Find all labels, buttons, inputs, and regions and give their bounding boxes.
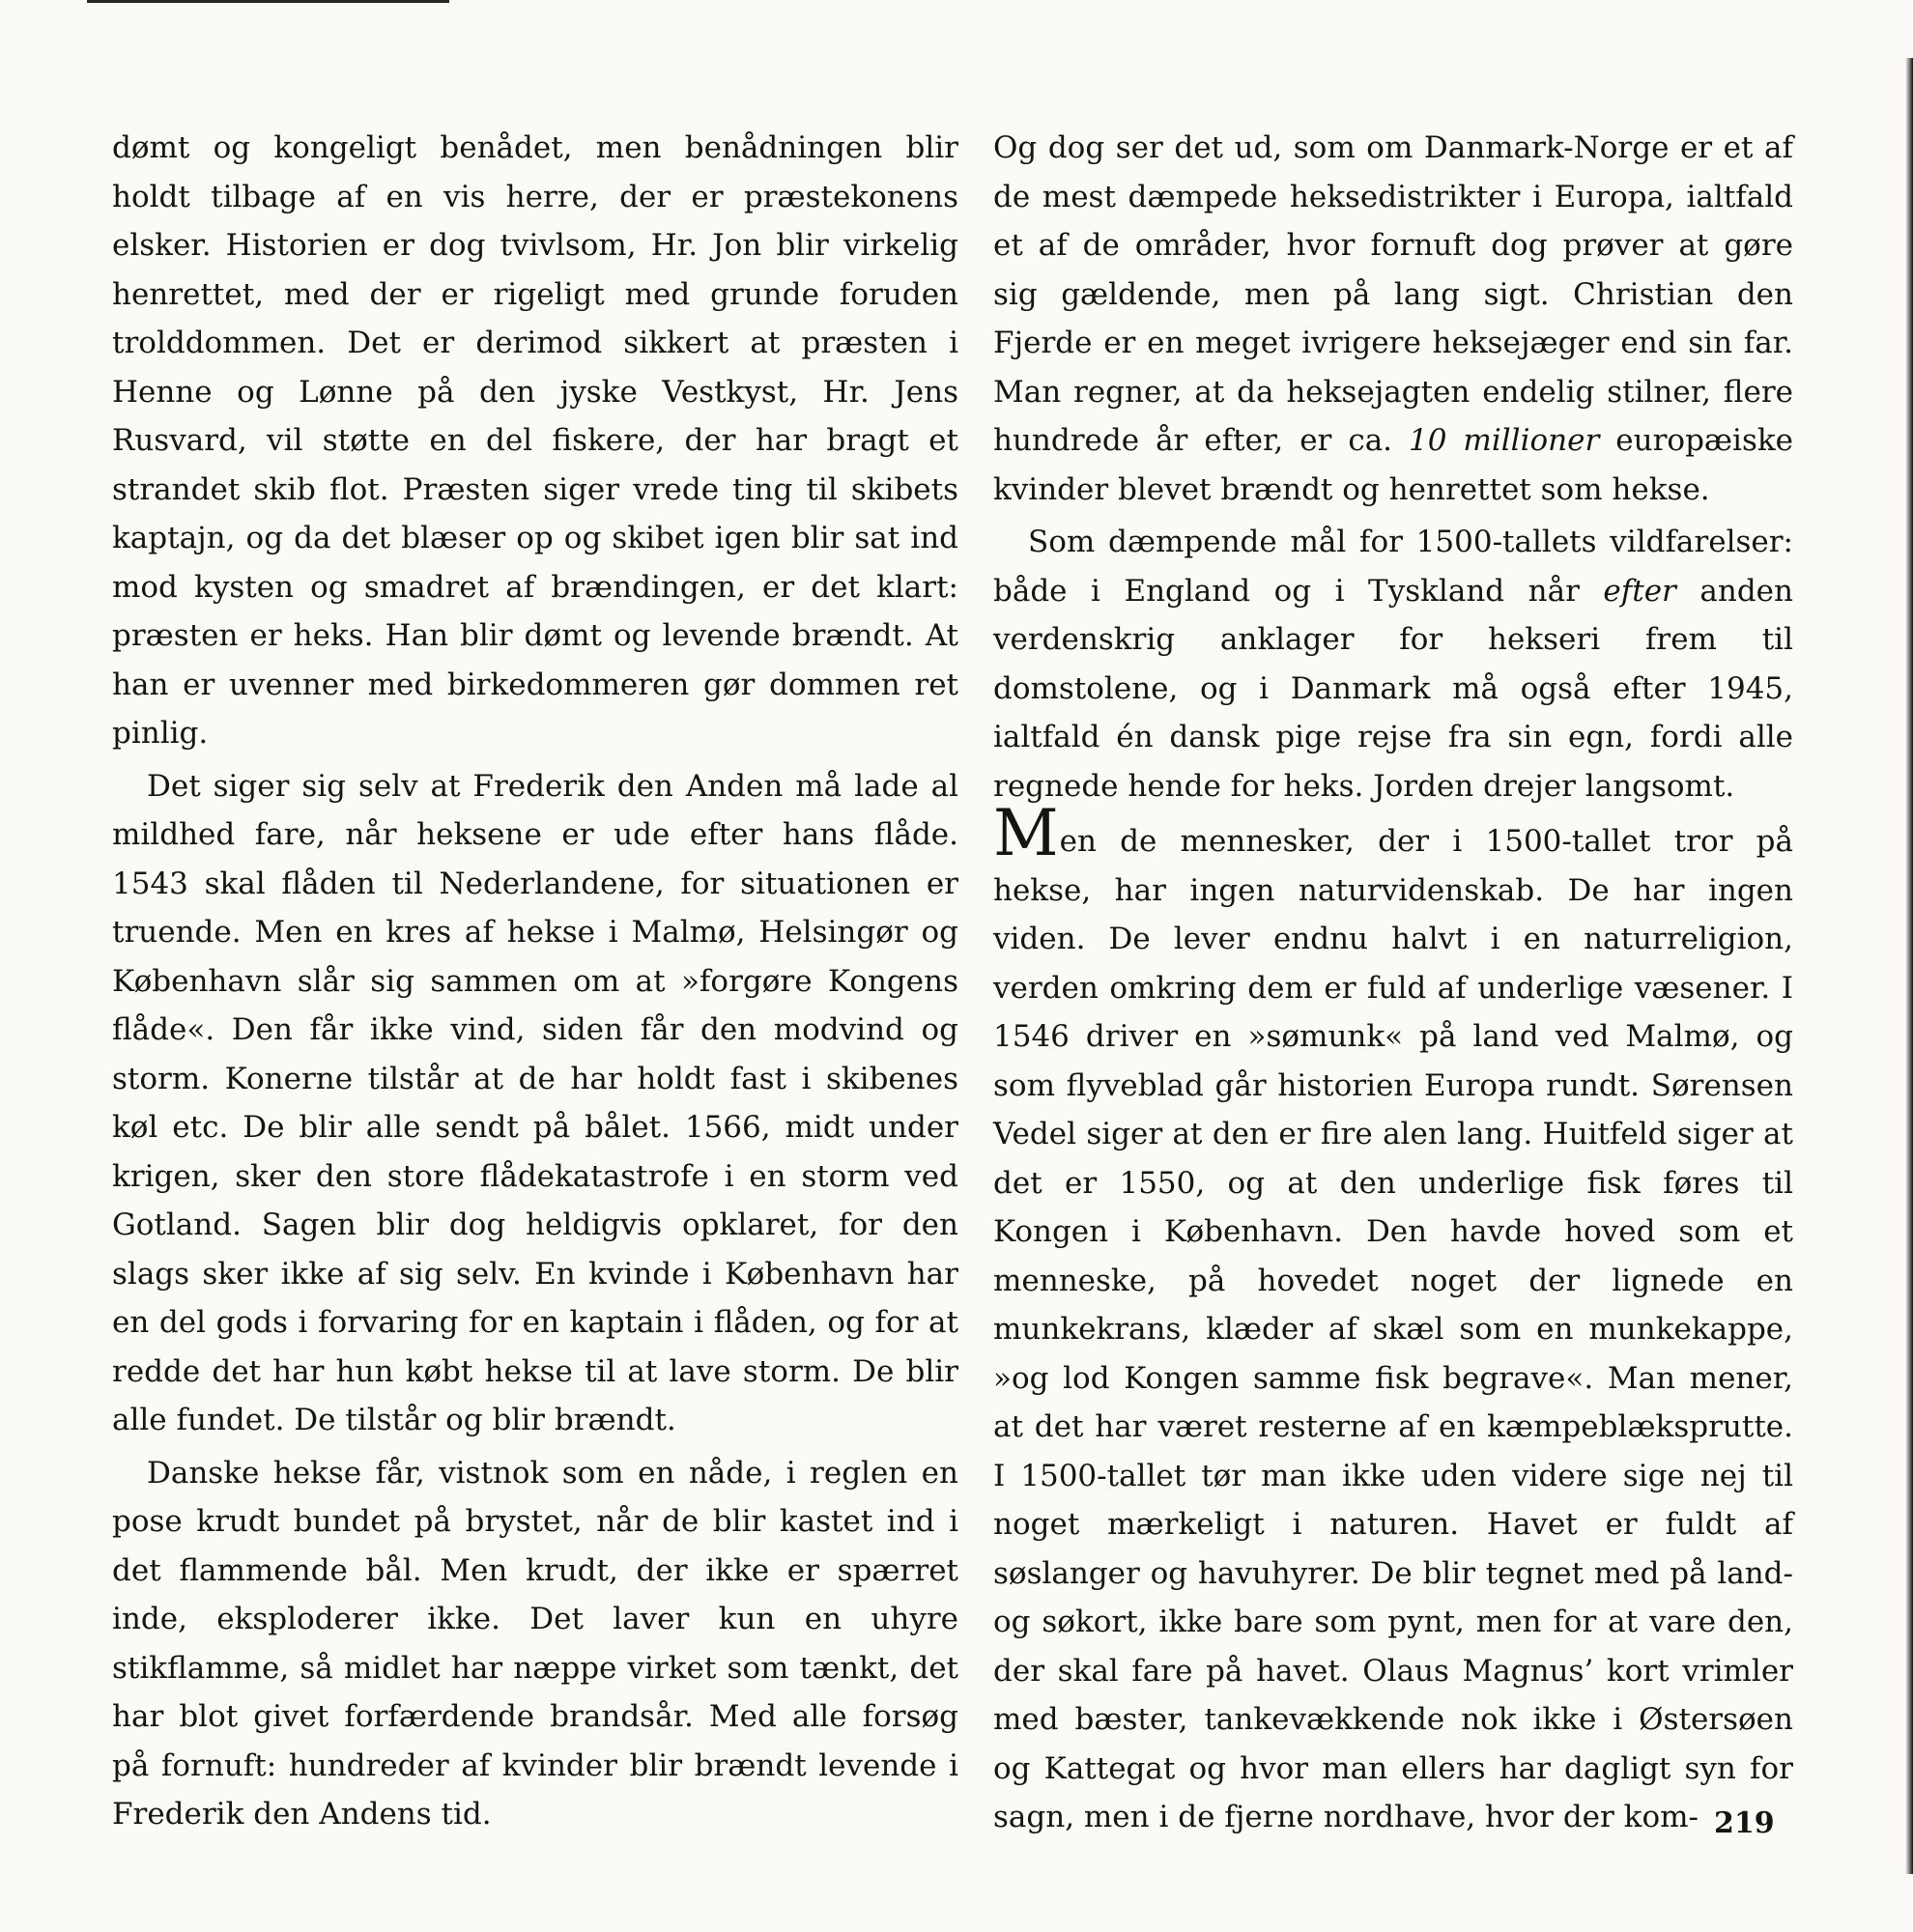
paragraph-text: Og dog ser det ud, som om Danmark-Norge er et af de mest dæmpede heksedistrikter i Europa, ialtfald et af de områder, hvor fornuft dog prøver at gøre sig gældende, men på lang sigt. Christian den Fjerde er en meget ivrigere heksejæger end sin far. Man regner, at da heksejagten endelig stilner, flere hundrede år efter, er ca. [993, 130, 1793, 458]
paragraph [993, 518, 1793, 810]
page-edge-shadow [1905, 58, 1913, 1874]
section-paragraph [993, 796, 1793, 1842]
paragraph-text: en de mennesker, der i 1500-tallet tror på hekse, har ingen naturvidenskab. De har ingen viden. De lever endnu halvt i en naturreligion, verden omkring dem er fuld af underlige væsener. I 1546 driver en »sømunk« på land ved Malmø, og som flyveblad går historien Europa rundt. Sørensen Vedel siger at den er fire alen lang. Huitfeld siger at det er 1550, og at den underlige fisk føres til Kongen i København. Den havde hoved som et menneske, på hovedet noget der lignede en munkekrans, klæder af skæl som en munkekappe, »og lod Kongen samme fisk begrave«. Man mener, at det har været resterne af en kæmpeblæksprutte. I 1500-tallet tør man ikke uden videre sige nej til noget mærkeligt i naturen. Havet er fuldt af søslanger og havuhyrer. De blir tegnet med på land- og søkort, ikke bare som pynt, men for at vare den, der skal fare på havet. Olaus Magnus’ kort vrimler med bæster, tankevækkende nok ikke i Østersøen og Kattegat og hvor man ellers har dagligt syn for sagn, men i de fjerne nordhave, hvor der kom- [993, 824, 1793, 1834]
paragraph: Danske hekse får, vistnok som en nåde, i reglen en pose krudt bundet på brystet, når de blir kastet ind i det flammende bål. Men krudt, der ikke er spærret inde, eksploderer ikke. Det laver kun en uhyre stikflamme, så midlet har næppe virket som tænkt, det har blot givet forfærdende brandsår. Med alle forsøg på fornuft: hundreder af kvinder blir brændt levende i Frederik den Andens tid. [112, 1455, 958, 1832]
paragraph: Det siger sig selv at Frederik den Anden må lade al mildhed fare, når heksene er ude efter hans flåde. 1543 skal flåden til Nederlandene, for situationen er truende. Men en kres af hekse i Malmø, Helsingør og København slår sig sammen om at »forgøre Kongens flåde«. Den får ikke vind, siden får den modvind og storm. Konerne tilstår at de har holdt fast i skibenes køl etc. De blir alle sendt på bålet. 1566, midt under krigen, sker den store flådekatastrofe i en storm ved Gotland. Sagen blir dog heldigvis opklaret, for den slags sker ikke af sig selv. En kvinde i København har en del gods i forvaring for en kaptain i flåden, og for at redde det har hun købt hekse til at lave storm. De blir alle fundet. De tilstår og blir brændt. [112, 768, 958, 1437]
top-rule [87, 0, 449, 3]
paragraph-text: Som dæmpende mål for 1500-tallets vildfarelser: både i England og i Tyskland når [993, 525, 1793, 609]
emphasis: efter [1603, 573, 1676, 609]
page-number: 219 [1714, 1806, 1775, 1840]
paragraph [993, 124, 1793, 514]
paragraph-text: anden verdenskrig anklager for hekseri frem til domstolene, og i Danmark må også efter 1945, ialtfald én dansk pige rejse fra sin egn, fordi alle regnede hende for heks. Jorden drejer langsomt. [993, 573, 1793, 804]
paragraph: dømt og kongeligt benådet, men benådningen blir holdt tilbage af en vis herre, der er præstekonens elsker. Historien er dog tvivlsom, Hr. Jon blir virkelig henrettet, med der er rigeligt med grunde foruden trolddommen. Det er derimod sikkert at præsten i Henne og Lønne på den jyske Vestkyst, Hr. Jens Rusvard, vil støtte en del fiskere, der har bragt et strandet skib flot. Præsten siger vrede ting til skibets kaptajn, og da det blæser op og skibet igen blir sat ind mod kysten og smadret af brændingen, er det klart: præsten er heks. Han blir dømt og levende brændt. At han er uvenner med birkedommeren gør dommen ret pinlig. [112, 130, 958, 751]
emphasis: 10 millioner [1409, 423, 1600, 458]
right-column [993, 124, 1793, 1842]
paragraph-text: europæiske kvinder blevet brændt og henrettet som hekse. [993, 423, 1793, 507]
left-column [112, 124, 958, 1839]
drop-cap: M [993, 796, 1059, 870]
